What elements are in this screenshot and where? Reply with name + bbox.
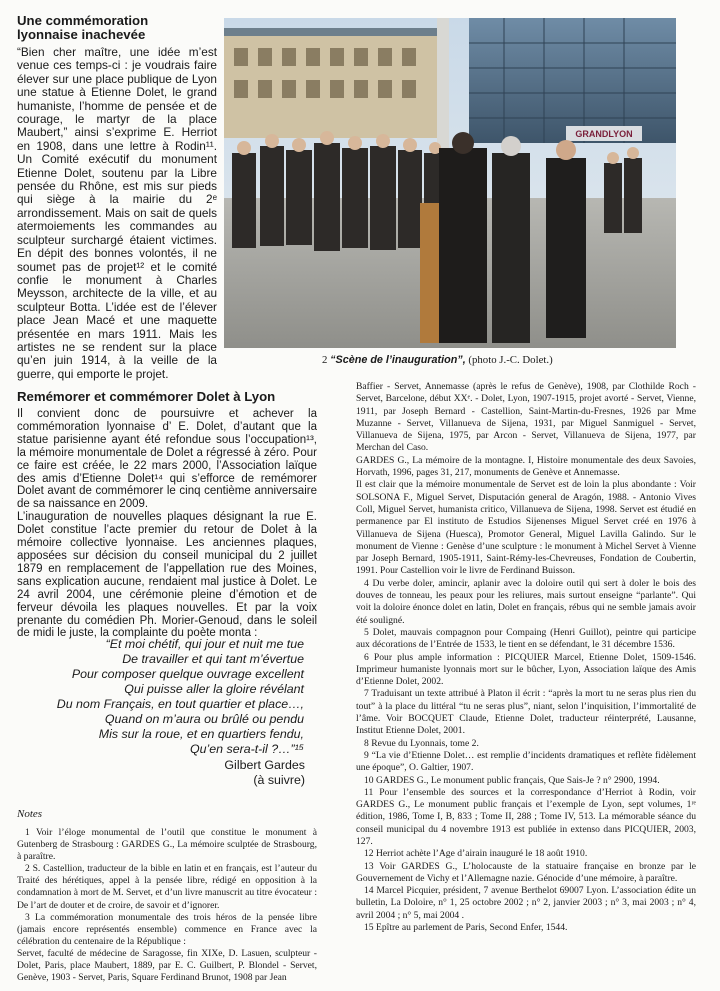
lead-column (17, 14, 217, 381)
notes-right (356, 381, 696, 934)
note: 2 S. Castellion, traducteur de la bible en latin et en français, est l’auteur du Traité des hérétiques, appel à la pensée libre, rédigé en opposition à la condamnation à mort de M. Servet, et d’un livre manuscrit au titre évocateur : De l’art de douter et de croire, de savoir et d’ignorer. (17, 863, 317, 911)
note: Il est clair que la mémoire monumentale de Servet est de loin la plus abondante : Voir SOLSONA F., Miguel Servet, Disputación general de Aragón, 1988. - Antonio Vives Coll, Miguel Servet, humanista critico, Villanueva de Sijena, 1998. Servet est étudié en permanence par El instituto de Estudios Sijenenses Miguel Servet créé en 1976 à Villanueva de Sijena (Huesca), Promotor General, Miguel Lavilla Galindo. Sur le monument de Vienne : Genèse d’une sculpture : le monument à Michel Servet à Vienne par Joseph Bernard, 1905-1911, Saint-Rémy-les-Chevreuses, Fondation de Coubertin, 1991. Pour Castellion voir le livre de Ferdinand Buisson. (356, 479, 696, 577)
poem-line: Mis sur la roue, et en quartiers fendu, (98, 727, 304, 741)
note: Baffier - Servet, Annemasse (après le refus de Genève), 1908, par Clothilde Roch - Servet, Barcelone, début XXᵉ. - Dolet, Lyon, 1907-1915, projet avorté - Servet, Vienne, 1911, par Joseph Bernard - Castellion, Saint-Martin-du-Fresnes, 1926 par Mme Muzanne - Servet, Villanueva de Sijena, 1931, par Miguel Sanmiguel - Servet, Villanueva de Sijena, 1975, par Arcon - Servet, Villanueva de Sijena, 1977, par Merchan del Caso. (356, 381, 696, 454)
section-paragraph-1: Il convient donc de poursuivre et achever la commémoration lyonnaise d’ E. Dolet, d’autant que la statue parisienne ayant été refondue sous l’occupation¹³, la mémoire monumentale de Dolet a régressé à zéro. Pour ce faire est créée, le 22 mars 2000, l’Association laïque des amis d’Etienne Dolet¹⁴ qui s’efforce de remémorer Dolet avant de commémorer le cinq centième anniversaire de sa naissance en 2009. (17, 408, 317, 511)
note: 15 Epître au parlement de Paris, Second Enfer, 1544. (364, 922, 568, 934)
section-paragraph-2: L’inauguration de nouvelles plaques désignant la rue E. Dolet constitue l’acte premier du retour de Dolet à la mémoire collective lyonnaise. Les anciennes plaques, apposées sur décision du conseil municipal du 2 juillet 1879 en remplacement de l’appellation rue des Moines, sans explication aucune, rendaient mal justice à Dolet. Le 24 avril 2004, une cérémonie pleine d’émotion et de ferveur dévoila les plaques nouvelles. Et par la voix prenante du comédien Ph. Morier-Genoud, dans le soleil de midi le juste, la complainte du poète monta : (17, 511, 317, 640)
author-name: Gilbert Gardes (224, 758, 305, 772)
poem-line: Qu’en sera-t-il ?…”¹⁵ (190, 742, 304, 756)
poem (40, 637, 304, 757)
photo-caption: 2 “Scène de l’inauguration”, (photo J.-C. Dolet.) (322, 354, 553, 366)
photo-illustration (224, 18, 676, 348)
note: 3 La commémoration monumentale des trois héros de la pensée libre (jamais encore représentés ensemble) commence en France avec la célébration du centenaire de la République : (17, 911, 317, 947)
notes-left (17, 827, 317, 984)
signature (200, 758, 305, 788)
article-title: Une commémoration lyonnaise inachevée (17, 13, 149, 42)
poem-line: Quand on m’aura ou brûlé ou pendu (104, 712, 304, 726)
note: 7 Traduisant un texte attribué à Platon il écrit : “après la mort tu ne seras plus rien du tout” à la place du littéral “tu ne seras plus”, niant, selon l’inquisition, l’immortalité de l’âme. Voir BOCQUET Claude, Etienne Dolet, traducteur réinterprété, Lausanne, Institut Etienne Dolet, 2001. (356, 688, 696, 737)
note: 14 Marcel Picquier, président, 7 avenue Berthelot 69007 Lyon. L’association édite un bulletin, La Doloire, n° 1, 25 octobre 2002 ; n° 2, janvier 2003 ; n° 3, mai 2003 ; n° 4, avril 2004 ; n° 5, mai 2004 . (356, 885, 696, 921)
note: 1 Voir l’éloge monumental de l’outil que constitue le monument à Gutenberg de Strasbourg : GARDES G., La mémoire sculptée de Strasbourg, à paraître. (17, 827, 317, 863)
poem-line: Pour composer quelque ouvrage excellent (71, 667, 304, 681)
note: 12 Herriot achète l’Age d’airain inauguré le 18 août 1910. (364, 848, 588, 860)
note: Servet, faculté de médecine de Saragosse, fin XIXe, D. Lasuen, sculpteur - Dolet, Paris, place Maubert, 1889, par E. C. Guilbert, P. Blondel - Servet, Genève, 1903 - Servet, Paris, Square Ferdinand Brunot, 1908 par Jean (17, 947, 317, 984)
to-be-continued: (à suivre) (253, 773, 305, 787)
note: GARDES G., La mémoire de la montagne. I, Histoire monumentale des deux Savoies, Horvath, 1996, pages 31, 217, monuments de Genève et Annemasse. (356, 454, 696, 479)
note: 9 “La vie d’Etienne Dolet… est remplie d’incidents dramatiques et reflète fidèlement une époque”, O. Galtier, 1907. (356, 749, 696, 774)
note: 13 Voir GARDES G., L’holocauste de la statuaire française en bronze par le Gouvernement de Vichy et l’Allemagne nazie. Génocide d’une mémoire, à paraître. (356, 860, 696, 884)
lead-paragraph: “Bien cher maître, une idée m’est venue ces temps-ci : je voudrais faire élever sur une place publique de Lyon une statue à Etienne Dolet, le grand humaniste, l’homme de pensée et de courage, le martyr de la place Maubert,” ainsi s’exprime E. Herriot en 1908, dans une lettre à Rodin¹¹. Un Comité exécutif du monument Etienne Dolet, soutenu par la Libre pensée du Rhône, est mis sur pieds qui siège à la mairie du 2ᵉ arrondissement. Mais on sait de quels atermoiements les commandes au sculpteur surchargé étaient victimes. En dépit des bonnes volontés, il ne soumet pas de projet¹² et le comité confie le monument à Charles Meysson, architecte de la ville, et au sculpteur Botta. L’idée est de l’élever place Jean Macé et une maquette présentée en mars 1911. Mais les artistes ne se rendent sur la place qu’en juin 1914, à la veille de la guerre, qui emporte le projet. (17, 45, 217, 381)
note: 6 Pour plus ample information : PICQUIER Marcel, Etienne Dolet, 1509-1546. Imprimeur humaniste lyonnais mort sur le bûcher, Lyon, Association laïque des Amis d’Etienne Dolet, 2002. (356, 651, 696, 688)
poem-line: De travailler et qui tant m’évertue (122, 652, 304, 666)
note: 4 Du verbe doler, amincir, aplanir avec la doloire outil qui sert à doler le bois des douves de tonneau, les peaux pour les reliures, mais surtout enseigne “parlante”. Qui voit la doloire énonce dolet en latin, Dolet en français, rébus qui ne semble jamais avoir été souligné. (356, 577, 696, 626)
note: 5 Dolet, mauvais compagnon pour Compaing (Henri Guillot), peintre qui participe aux décorations de l’Entrée de 1533, le tient en se défendant, le 31 décembre 1536. (356, 626, 696, 651)
note: 11 Pour l’ensemble des sources et la correspondance d’Herriot à Rodin, voir GARDES G., Le monument public français et l’exemple de Lyon, sept volumes, 1ʳᵉ édition, 1986, Tome I, B, 833 ; Tome II, 288 ; Tome IV, 513. La mémorable séance du conseil municipal du 4 novembre 1913 est publiée in extenso dans PICQUIER, 2003, 127. (356, 786, 696, 847)
poem-line: “Et moi chétif, qui jour et nuit me tue (105, 637, 304, 651)
section-title: Remémorer et commémorer Dolet à Lyon (17, 389, 276, 404)
notes-heading: Notes (17, 808, 43, 820)
note: 10 GARDES G., Le monument public français, Que Sais-Je ? n° 2900, 1994. (364, 774, 660, 786)
poem-line: Du nom Français, en tout quartier et place…, (56, 697, 304, 711)
poem-line: Qui puisse aller la gloire révélant (124, 682, 304, 696)
inauguration-photo (224, 18, 676, 348)
section-remember (17, 390, 317, 640)
note: 8 Revue du Lyonnais, tome 2. (364, 737, 479, 749)
grandlyon-sign: GRANDLYON (575, 129, 633, 139)
